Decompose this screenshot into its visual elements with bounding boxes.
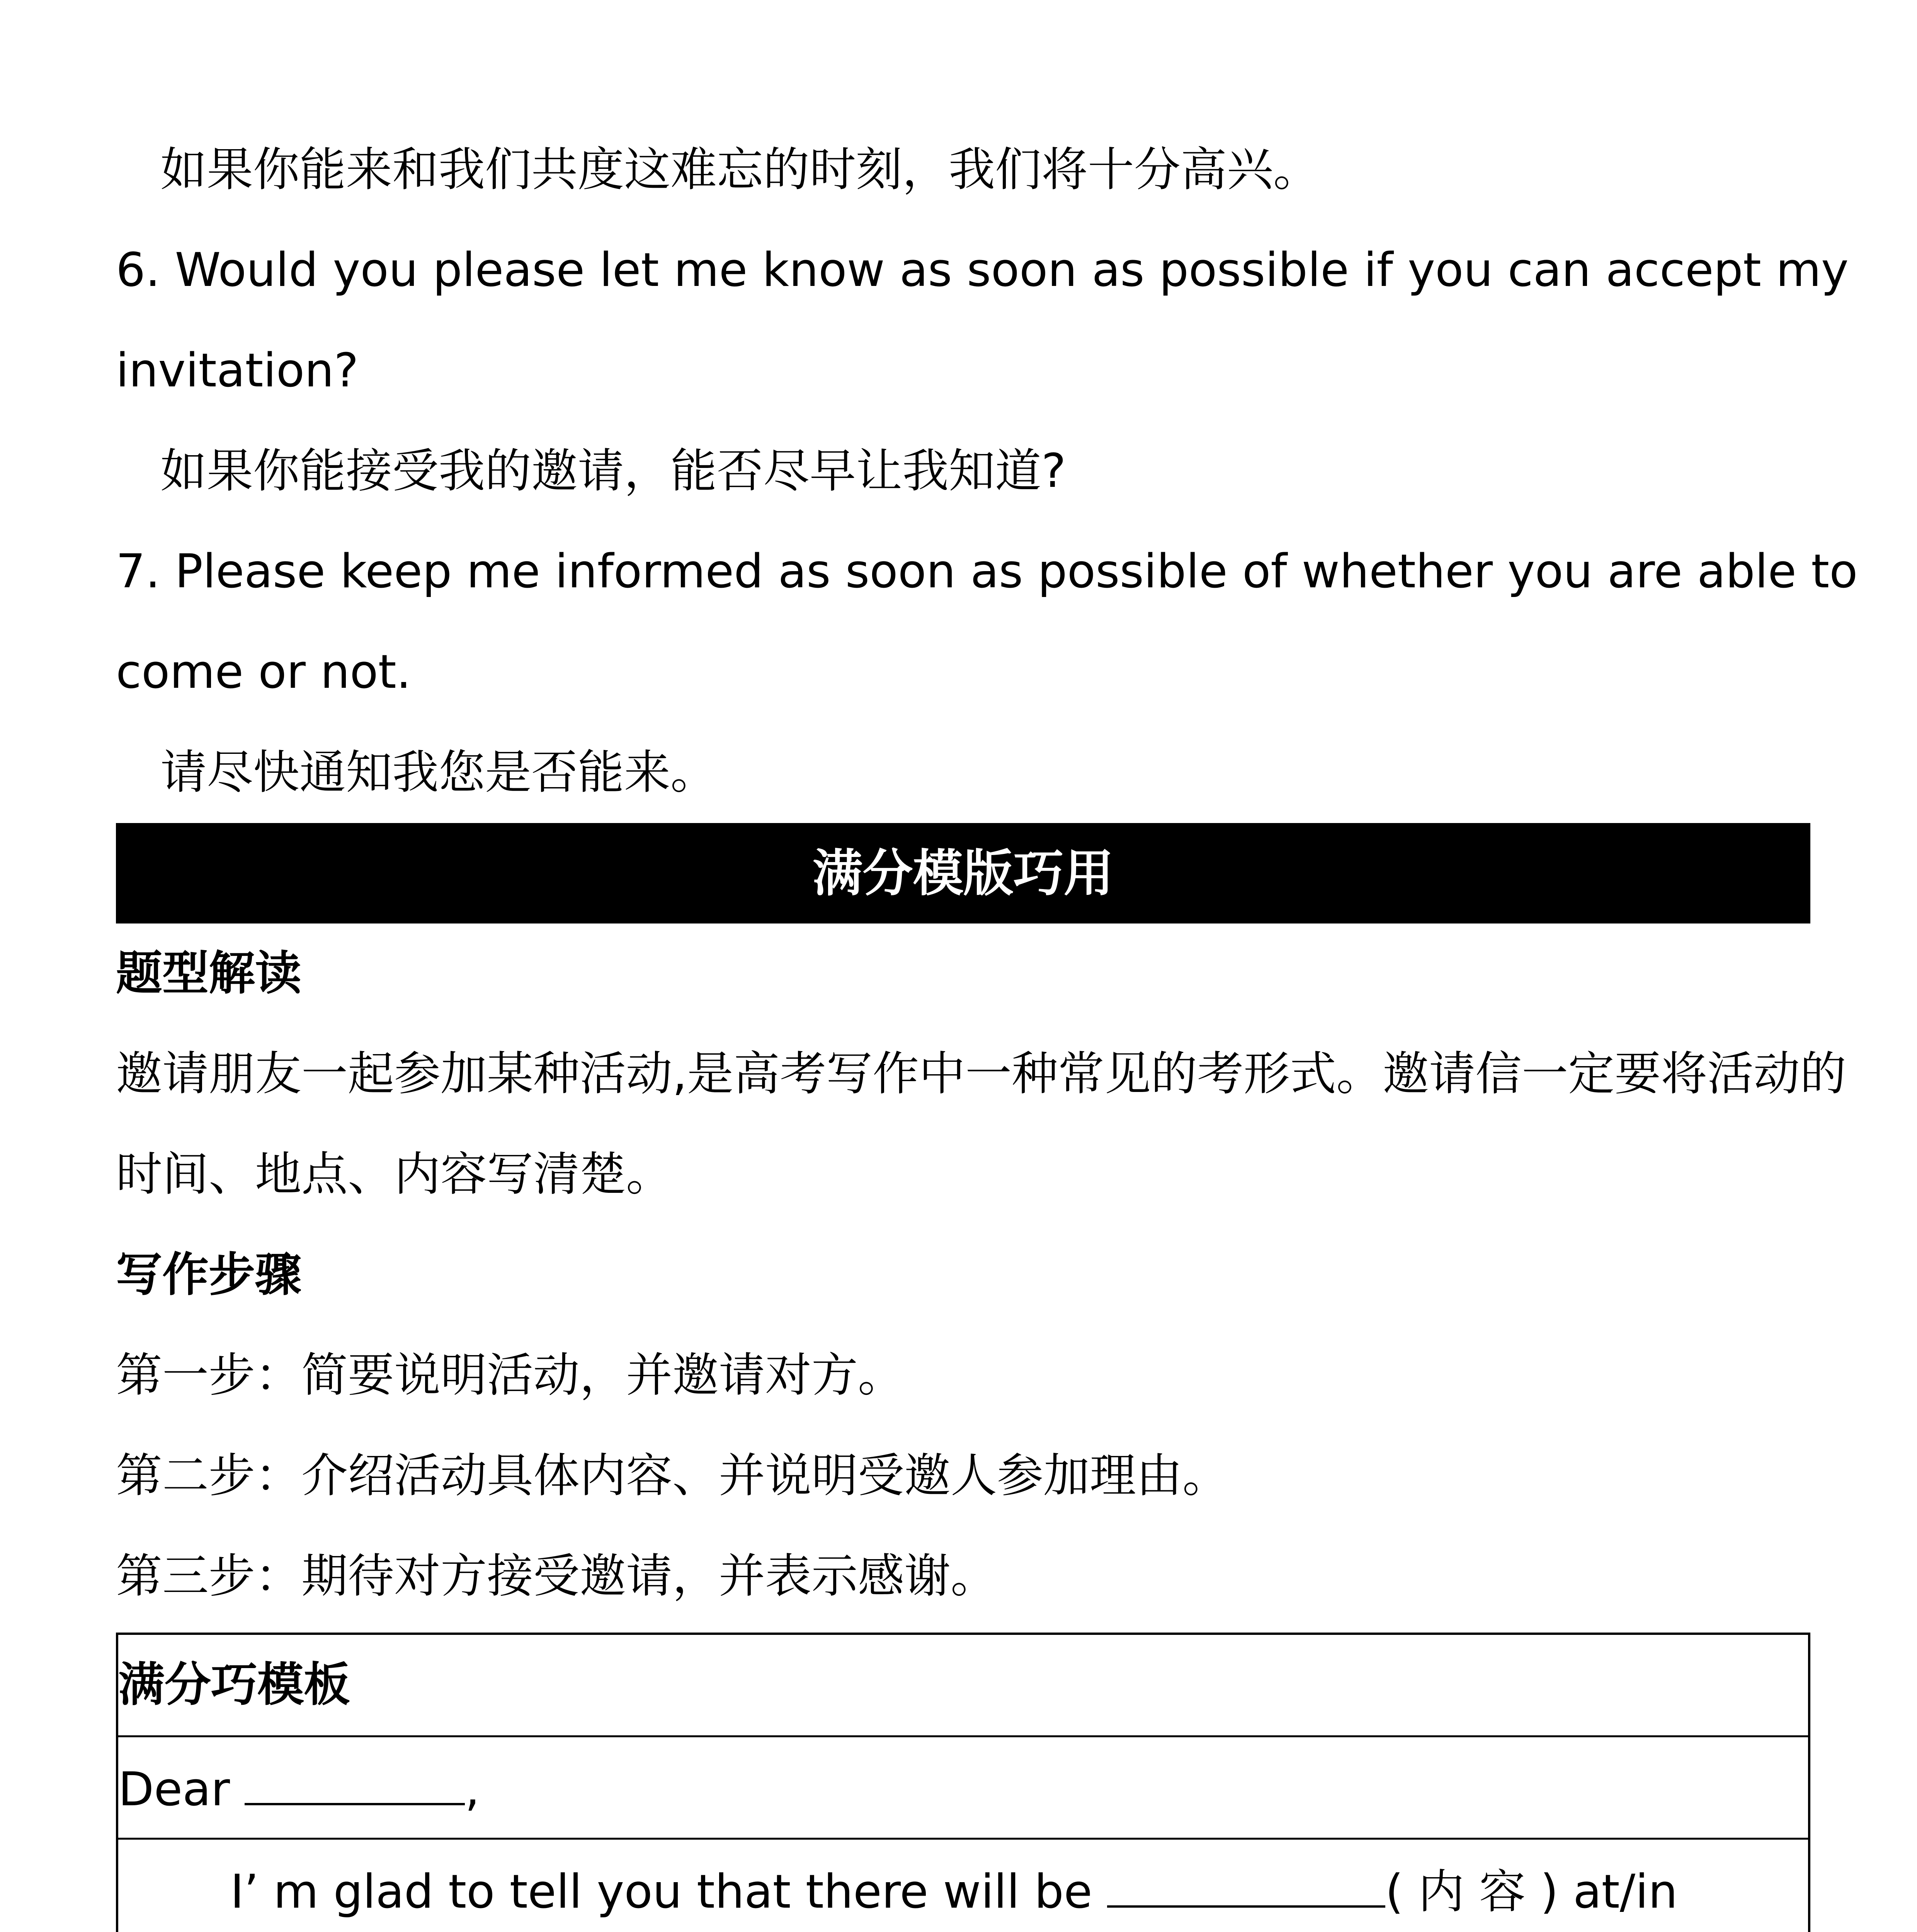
content-blank: [1107, 1859, 1385, 1908]
greeting-line: Dear ,: [118, 1757, 1808, 1821]
example-sentence-6: 6. Would you please let me know as soon as possible if you can accept my: [116, 243, 1849, 297]
translation-line: 请尽快通知我您是否能来。: [160, 746, 717, 799]
example-sentence-6-cont: invitation?: [116, 344, 359, 398]
name-blank: [245, 1757, 465, 1805]
example-sentence-7-cont: come or not.: [116, 645, 411, 699]
step-2: 第二步：介绍活动具体内容、并说明受邀人参加理由。: [116, 1449, 1229, 1503]
heading-steps: 写作步骤: [116, 1248, 301, 1302]
template-header-row: [118, 1635, 1808, 1737]
translation-line: 如果你能来和我们共度这难忘的时刻，我们将十分高兴。: [160, 143, 1320, 197]
step-3: 第三步：期待对方接受邀请，并表示感谢。: [116, 1549, 997, 1603]
template-table: [116, 1633, 1810, 1932]
section-banner: 满分模版巧用: [116, 823, 1810, 923]
paragraph-1-row: [118, 1840, 1808, 1932]
reading-paragraph: 邀请朋友一起参加某种活动,是高考写作中一种常见的考形式。邀请信一定要将活动的: [116, 1047, 1847, 1101]
example-sentence-7: 7. Please keep me informed as soon as possible of whether you are able to: [116, 545, 1858, 599]
heading-reading: 题型解读: [116, 947, 301, 1000]
reading-paragraph-cont: 时间、地点、内容写清楚。: [116, 1148, 672, 1201]
paragraph-1-line-1: I’ m glad to tell you that there will be ( 内 容 ) at/in: [230, 1859, 1809, 1923]
step-1: 第一步：简要说明活动，并邀请对方。: [116, 1349, 904, 1402]
translation-line: 如果你能接受我的邀请，能否尽早让我知道?: [160, 444, 1066, 498]
template-header: 满分巧模板: [118, 1658, 350, 1712]
greeting-row: [118, 1737, 1808, 1840]
